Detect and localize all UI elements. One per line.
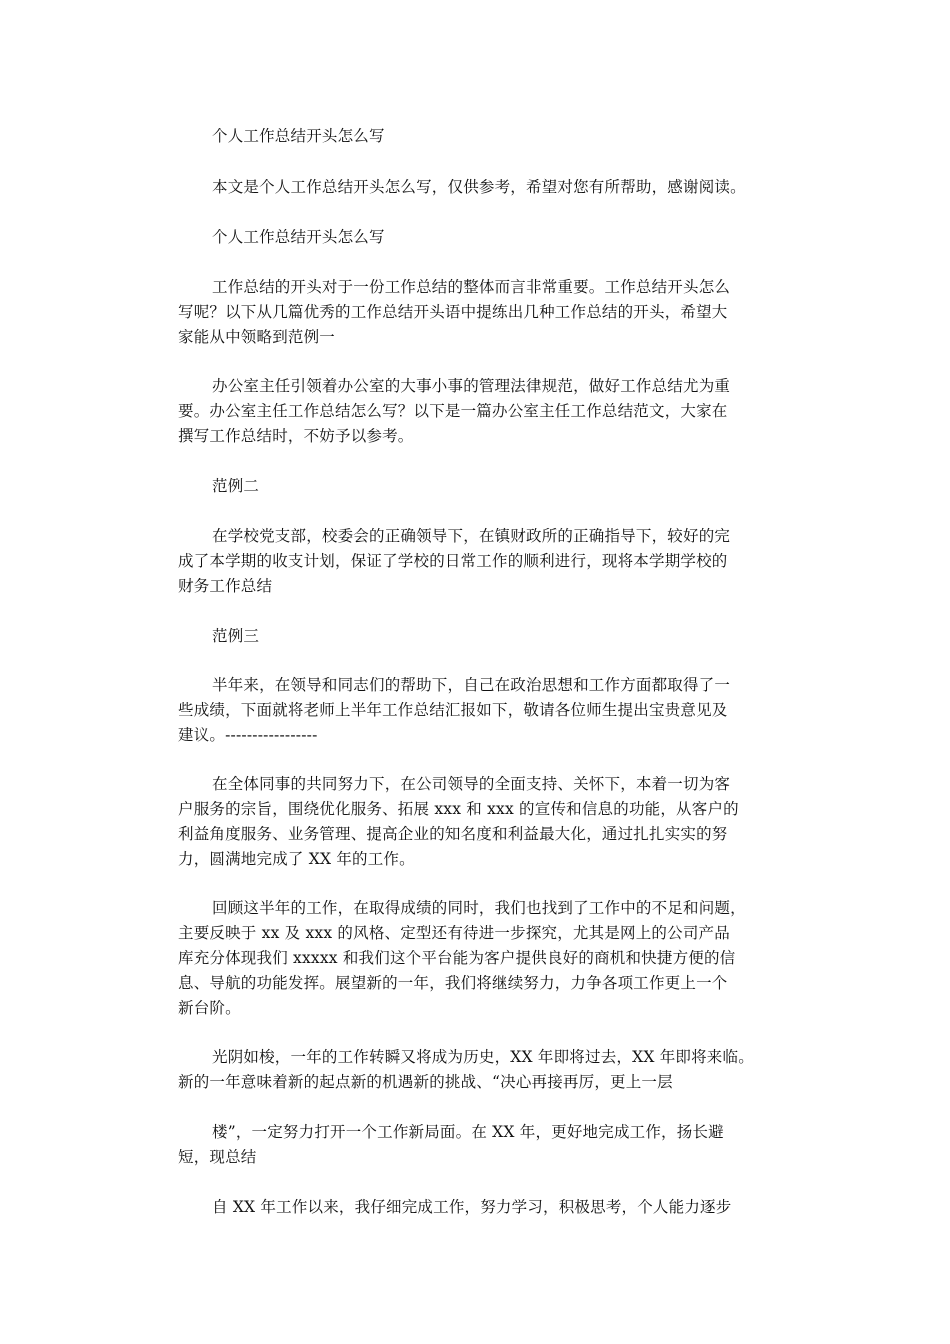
- body-paragraph-6: 回顾这半年的工作，在取得成绩的同时，我们也找到了工作中的不足和问题， 主要反映于 xx 及 xxx 的风格、定型还有待进一步探究，尤其是网上的公司产品 库充分体现我们 xxxxx 和我们这个平台能为客户提供良好的商机和快捷方便的信 息、导航的功能发挥。展望新的一年，我们将继续努力，力争各项工作更上一个 新台阶。: [178, 899, 746, 1017]
- body-paragraph-8: 楼”，一定努力打开一个工作新局面。在 XX 年，更好地完成工作，扬长避 短，现总结: [178, 1123, 724, 1166]
- body-paragraph-2: 办公室主任引领着办公室的大事小事的管理法律规范，做好工作总结尤为重 要。办公室主任工作总结怎么写？以下是一篇办公室主任工作总结范文，大家在 撰写工作总结时，不妨予以参考。: [178, 377, 731, 445]
- document-subtitle: 个人工作总结开头怎么写: [212, 228, 385, 246]
- example-heading-3: 范例三: [212, 627, 260, 645]
- body-paragraph-5: 在全体同事的共同努力下，在公司领导的全面支持、关怀下，本着一切为客 户服务的宗旨，围绕优化服务、拓展 xxx 和 xxx 的宣传和信息的功能，从客户的 利益角度服务、业务管理、提高企业的知名度和利益最大化，通过扎扎实实的努 力，圆满地完成了 XX 年的工作。: [178, 775, 739, 868]
- document-title: 个人工作总结开头怎么写: [212, 127, 385, 145]
- body-paragraph-9: 自 XX 年工作以来，我仔细完成工作，努力学习，积极思考，个人能力逐步: [212, 1198, 732, 1216]
- example-heading-2: 范例二: [212, 477, 260, 495]
- body-paragraph-3: 在学校党支部，校委会的正确领导下，在镇财政所的正确指导下，较好的完 成了本学期的收支计划，保证了学校的日常工作的顺利进行，现将本学期学校的 财务工作总结: [178, 527, 731, 595]
- body-paragraph-7: 光阴如梭，一年的工作转瞬又将成为历史，XX 年即将过去，XX 年即将来临。 新的一年意味着新的起点新的机遇新的挑战、“决心再接再厉，更上一层: [178, 1048, 754, 1091]
- body-paragraph-1: 工作总结的开头对于一份工作总结的整体而言非常重要。工作总结开头怎么 写呢？以下从几篇优秀的工作总结开头语中提练出几种工作总结的开头，希望大 家能从中领略到范例一: [178, 278, 731, 346]
- body-paragraph-4: 半年来，在领导和同志们的帮助下，自己在政治思想和工作方面都取得了一 些成绩，下面就将老师上半年工作总结汇报如下，敬请各位师生提出宝贵意见及 建议。-----------------: [178, 676, 731, 744]
- intro-paragraph: 本文是个人工作总结开头怎么写，仅供参考，希望对您有所帮助，感谢阅读。: [212, 178, 746, 196]
